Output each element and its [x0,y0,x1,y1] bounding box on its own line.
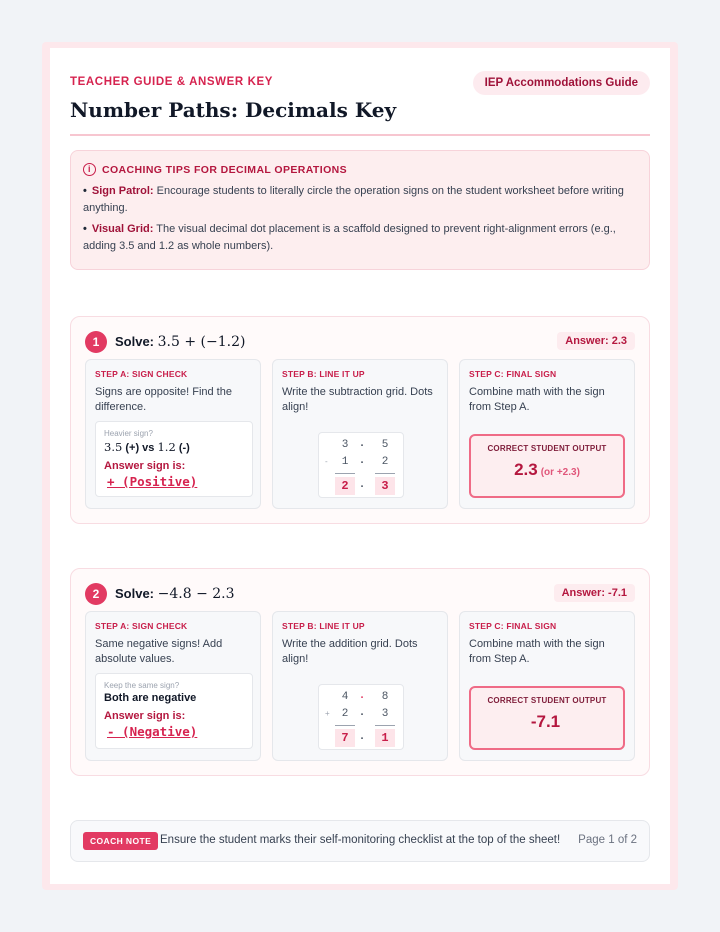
step-text: Combine math with the sign from Step A. [469,386,605,413]
grid-sum-line [375,473,395,474]
tips-list [83,183,637,255]
problem-prompt [115,334,245,350]
problem-header [85,583,235,605]
grid-answer-digit: 7 [335,729,355,747]
output-value [471,460,623,480]
step-c-card [459,359,635,509]
problem-expression: −4.8 − 2.3 [157,586,235,602]
sign-comparison: Both are negative [104,692,197,704]
step-text: Signs are opposite! Find the difference. [95,386,232,413]
decimal-dot: . [360,454,364,466]
tip-text: The visual decimal dot placement is a scaffold designed to prevent right-alignment errors (e.g., adding 3.5 and 1.2 as whole numbers). [83,223,616,252]
sign-check-box [95,673,253,749]
guide-kicker: TEACHER GUIDE & ANSWER KEY [70,76,274,88]
step-label: STEP C: FINAL SIGN [469,621,557,631]
sign-comparison [104,440,244,454]
grid-sum-line [375,725,395,726]
problem-prompt [115,586,235,602]
step-label: STEP A: SIGN CHECK [95,369,188,379]
answer-sign-value: + (Positive) [107,474,198,489]
vs-text: vs [142,442,155,454]
worksheet-page [50,48,670,884]
grid-digit: 1 [341,456,349,468]
step-label: STEP B: LINE IT UP [282,369,365,379]
tip-text: Encourage students to literally circle the operation signs on the student worksheet before writing anything. [83,185,624,214]
decimal-dot: . [360,437,364,449]
page-title: Number Paths: Decimals Key [70,98,397,122]
problem-card-2 [70,568,650,776]
grid-digit: 2 [381,456,389,468]
grid-digit: 3 [381,708,389,720]
coach-note-text: Ensure the student marks their self-monitoring checklist at the top of the sheet! [160,834,561,846]
tips-heading-text: COACHING TIPS FOR DECIMAL OPERATIONS [102,163,348,176]
step-label: STEP A: SIGN CHECK [95,621,188,631]
page-number: Page 1 of 2 [578,834,637,846]
answer-badge: Answer: 2.3 [557,332,635,350]
decimal-grid [318,432,404,498]
step-text: Write the subtraction grid. Dots align! [282,386,433,413]
step-b-card [272,359,448,509]
iep-guide-pill[interactable]: IEP Accommodations Guide [473,71,650,95]
answer-sign-value: - (Negative) [107,724,198,739]
operator-sign: + [325,709,330,718]
operator-sign: - [325,457,328,466]
grid-digit: 2 [341,708,349,720]
student-output-box [469,686,625,750]
problem-number-badge: 2 [85,583,107,605]
output-value [471,712,623,732]
step-text: Same negative signs! Add absolute values. [95,638,223,665]
step-label: STEP B: LINE IT UP [282,621,365,631]
coach-note-badge: COACH NOTE [83,832,158,850]
tip-label: Sign Patrol: [91,185,154,197]
problem-number-badge: 1 [85,331,107,353]
grid-digit: 5 [381,439,389,451]
problem-card-1 [70,316,650,524]
coach-note-footer [70,820,650,862]
step-text: Write the addition grid. Dots align! [282,638,418,665]
step-a-card [85,611,261,761]
coaching-tips-box [70,150,650,270]
step-label: STEP C: FINAL SIGN [469,369,557,379]
value-b: 1.2 [157,440,176,454]
output-number: -7.1 [530,712,561,731]
step-c-card [459,611,635,761]
tips-heading [83,163,637,176]
answer-sign-label: Answer sign is: [104,710,186,722]
grid-sum-line [335,473,355,474]
sign-question: Heavier sign? [104,429,153,438]
value-a: 3.5 [104,440,123,454]
tip-item: • Visual Grid: The visual decimal dot placement is a scaffold designed to prevent right-alignment errors (e.g., adding 3.5 and 1.2 as whole numbers). [83,223,616,252]
solve-label: Solve: [115,586,155,601]
step-b-card [272,611,448,761]
decimal-dot: . [360,730,364,742]
value-a-sign: (+) [125,442,140,454]
grid-answer-digit: 3 [375,477,395,495]
tip-label: Visual Grid: [91,223,154,235]
title-divider [70,134,650,136]
decimal-dot: . [360,706,364,718]
step-a-card [85,359,261,509]
step-text: Combine math with the sign from Step A. [469,638,605,665]
sign-question: Keep the same sign? [104,681,180,690]
output-alt: (or +2.3) [540,467,580,478]
info-icon: i [83,163,96,176]
grid-digit: 8 [381,691,389,703]
grid-digit: 3 [341,439,349,451]
grid-sum-line [335,725,355,726]
output-label: CORRECT STUDENT OUTPUT [487,444,607,453]
grid-answer-digit: 1 [375,729,395,747]
tip-item: • Sign Patrol: Encourage students to literally circle the operation signs on the student worksheet before writing anything. [83,185,624,214]
output-number: 2.3 [514,460,538,479]
answer-badge: Answer: -7.1 [554,584,635,602]
output-label: CORRECT STUDENT OUTPUT [487,696,607,705]
decimal-dot: . [360,478,364,490]
decimal-grid [318,684,404,750]
value-b-sign: (-) [178,442,190,454]
grid-answer-digit: 2 [335,477,355,495]
problem-header [85,331,245,353]
answer-sign-label: Answer sign is: [104,460,186,472]
problem-expression: 3.5 + (−1.2) [157,334,246,350]
decimal-dot: . [360,689,364,701]
sign-check-box [95,421,253,497]
solve-label: Solve: [115,334,155,349]
student-output-box [469,434,625,498]
grid-digit: 4 [341,691,349,703]
